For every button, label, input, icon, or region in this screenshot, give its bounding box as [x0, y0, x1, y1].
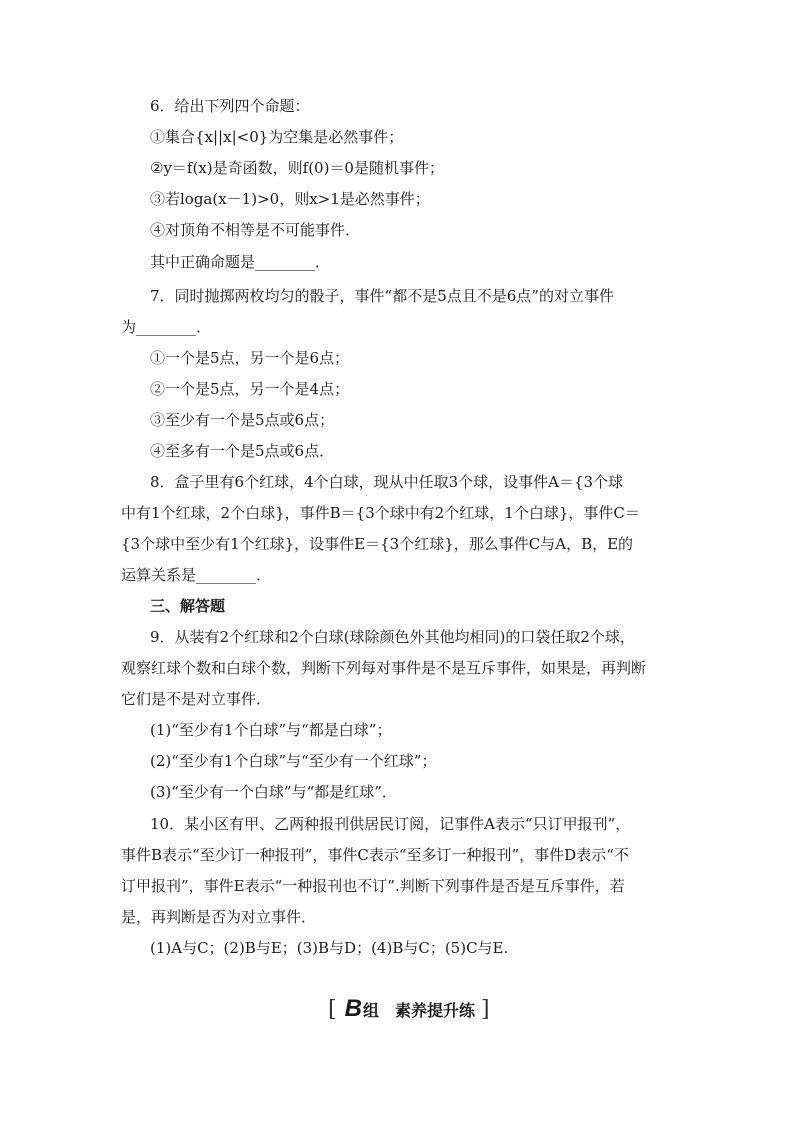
question-6-option-1: ①集合{x||x|<0}为空集是必然事件；: [150, 128, 404, 146]
question-10-line-5: (1)A与C；(2)B与E；(3)B与D；(4)B与C；(5)C与E.: [150, 939, 509, 957]
question-6-option-3: ③若loga(x－1)>0，则x>1是必然事件；: [150, 190, 430, 208]
group-title-text: 组 素养提升练: [362, 1000, 475, 1020]
question-8-line-3: {3个球中至少有1个红球}，设事件E＝{3个红球}，那么事件C与A，B，E的: [121, 535, 634, 553]
question-9-line-3: 它们是不是对立事件．: [121, 690, 272, 708]
question-10-line-1: 10．某小区有甲、乙两种报刊供居民订阅，记事件A表示“只订甲报刊”，: [150, 815, 631, 833]
question-7-option-3: ③至少有一个是5点或6点；: [150, 411, 335, 429]
question-9-part-2: (2)“至少有1个白球”与“至少有一个红球”；: [150, 752, 437, 770]
question-10-line-3: 订甲报刊”，事件E表示“一种报刊也不订”.判断下列事件是否是互斥事件，若: [121, 877, 625, 895]
right-bracket: ]: [480, 996, 490, 1022]
question-9-line-2: 观察红球个数和白球个数，判断下列每对事件是不是互斥事件，如果是，再判断: [121, 659, 647, 677]
group-letter: B: [344, 995, 361, 1022]
question-8-line-4: 运算关系是________．: [121, 566, 272, 584]
question-7-option-1: ①一个是5点，另一个是6点；: [150, 349, 350, 367]
left-bracket: [: [328, 996, 337, 1022]
question-8-line-2: 中有1个红球，2个白球}，事件B＝{3个球中有2个红球，1个白球}，事件C＝: [121, 504, 640, 522]
question-7-stem-line-2: 为________．: [121, 318, 212, 336]
question-9-part-1: (1)“至少有1个白球”与“都是白球”；: [150, 721, 392, 739]
question-9-line-1: 9．从装有2个红球和2个白球(球除颜色外其他均相同)的口袋任取2个球，: [150, 628, 635, 646]
group-b-title: [328, 994, 490, 1024]
question-10-line-4: 是，再判断是否为对立事件．: [121, 908, 317, 926]
question-6-stem: 6．给出下列四个命题：: [150, 97, 310, 115]
question-10-line-2: 事件B表示“至少订一种报刊”，事件C表示“至多订一种报刊”，事件D表示“不: [121, 846, 629, 864]
question-7-option-4: ④至多有一个是5点或6点．: [150, 442, 335, 460]
question-9-part-3: (3)“至少有一个白球”与“都是红球”．: [150, 783, 397, 801]
question-6-option-2: ②y＝f(x)是奇函数，则f(0)＝0是随机事件；: [150, 159, 444, 177]
question-7-stem-line-1: 7．同时抛掷两枚均匀的骰子，事件“都不是5点且不是6点”的对立事件: [150, 287, 614, 305]
question-7-option-2: ②一个是5点，另一个是4点；: [150, 380, 350, 398]
question-6-ask: 其中正确命题是________．: [150, 253, 331, 271]
question-8-line-1: 8．盒子里有6个红球，4个白球，现从中任取3个球，设事件A＝{3个球: [150, 473, 624, 491]
section-heading: 三、解答题: [150, 597, 226, 615]
question-6-option-4: ④对顶角不相等是不可能事件．: [150, 221, 361, 239]
